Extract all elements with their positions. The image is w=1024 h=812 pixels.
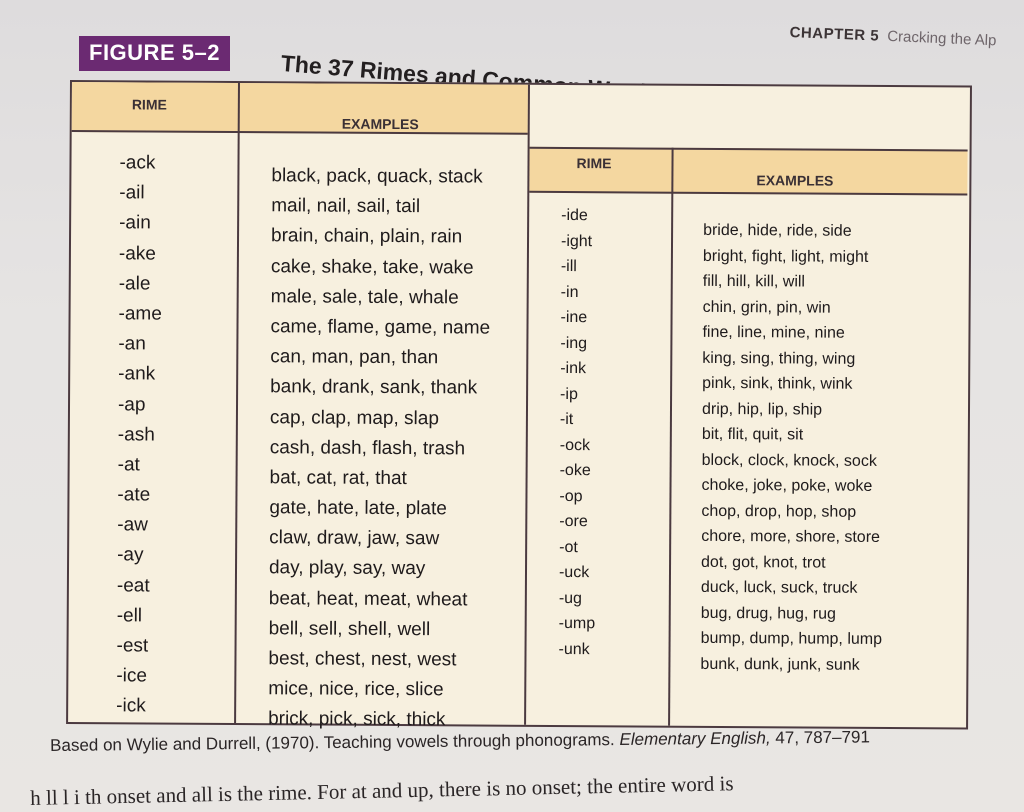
header-right-rime: RIME <box>576 155 612 172</box>
rime-cell: -unk <box>558 640 590 658</box>
examples-cell: cash, dash, flash, trash <box>269 436 466 460</box>
rime-cell: -ake <box>118 242 156 265</box>
rime-cell: -uck <box>558 563 590 582</box>
examples-cell: chop, drop, hop, shop <box>701 502 857 521</box>
examples-cell: cake, shake, take, wake <box>270 255 474 279</box>
left-examples-column <box>268 161 491 736</box>
rime-cell: -ight <box>560 232 593 250</box>
rime-cell: -ore <box>559 512 588 531</box>
examples-cell: king, sing, thing, wing <box>702 349 856 368</box>
examples-cell: chore, more, shore, store <box>701 527 881 546</box>
rime-cell: -ank <box>118 363 156 385</box>
examples-cell: drip, hip, lip, ship <box>701 400 823 419</box>
rime-cell: -est <box>116 635 149 657</box>
rime-cell: -op <box>559 487 583 505</box>
header-left-examples: EXAMPLES <box>341 115 419 133</box>
examples-cell: came, flame, game, name <box>270 316 491 339</box>
rime-cell: -ale <box>118 273 151 295</box>
chapter-title: Cracking the Alp <box>886 27 997 50</box>
caption-citation: 47, 787–791 <box>775 727 870 748</box>
examples-cell: brain, chain, plain, rain <box>270 225 463 248</box>
figure-caption <box>50 727 870 756</box>
rime-cell: -at <box>117 454 140 476</box>
rime-cell: -ice <box>116 665 148 687</box>
rime-cell: -ell <box>116 605 143 627</box>
examples-cell: bright, fight, light, might <box>702 247 869 266</box>
figure-label: FIGURE 5–2 <box>79 36 230 71</box>
examples-cell: mice, nice, rice, slice <box>268 678 444 701</box>
examples-cell: claw, draw, jaw, saw <box>269 527 440 550</box>
examples-cell: bat, cat, rat, that <box>269 467 407 489</box>
rime-cell: -eat <box>116 574 150 597</box>
examples-cell: black, pack, quack, stack <box>271 165 483 188</box>
right-examples-column <box>700 218 884 678</box>
rime-cell: -ick <box>116 695 146 717</box>
examples-cell: choke, joke, poke, woke <box>701 476 873 495</box>
chapter-number: CHAPTER 5 <box>789 24 880 45</box>
rime-cell: -ock <box>559 436 591 454</box>
rime-cell: -ap <box>117 393 146 415</box>
rime-cell: -ame <box>118 303 162 325</box>
rime-cell: -ill <box>560 258 577 276</box>
header-left-rime: RIME <box>131 96 167 113</box>
rime-cell: -ate <box>117 484 151 506</box>
rime-cell: -ine <box>560 309 588 327</box>
divider-right-rime <box>668 148 674 726</box>
rimes-table <box>66 80 972 729</box>
examples-cell: pink, sink, think, wink <box>702 374 853 393</box>
caption-source: Based on Wylie and Durrell, (1970). Teaching vowels through phonograms. <box>50 730 615 755</box>
body-text-partial: h ll l i th onset and all is the rime. For at and up, there is no onset; the entire word is <box>30 771 734 810</box>
left-rime-column <box>116 148 163 722</box>
rime-cell: -ash <box>117 423 155 446</box>
right-rime-column <box>558 203 597 662</box>
examples-cell: cap, clap, map, slap <box>269 406 439 429</box>
rime-cell: -ide <box>561 207 588 225</box>
examples-cell: fine, line, mine, nine <box>702 323 845 342</box>
examples-cell: bump, dump, hump, lump <box>700 629 883 648</box>
rime-cell: -ack <box>119 152 156 174</box>
examples-cell: best, chest, nest, west <box>268 648 457 671</box>
caption-journal: Elementary English, <box>619 728 771 750</box>
rime-cell: -ink <box>560 360 587 378</box>
rime-cell: -ug <box>558 589 583 607</box>
examples-cell: bit, flit, quit, sit <box>701 425 804 444</box>
examples-cell: bride, hide, ride, side <box>703 221 852 240</box>
rime-cell: -ail <box>119 182 145 204</box>
examples-cell: chin, grin, pin, win <box>702 298 831 317</box>
examples-cell: brick, pick, sick, thick <box>268 708 446 731</box>
running-head <box>789 24 1024 51</box>
examples-cell: can, man, pan, than <box>270 346 439 369</box>
examples-cell: dot, got, knot, trot <box>701 553 826 572</box>
examples-cell: bank, drank, sank, thank <box>270 376 478 399</box>
rime-cell: -ot <box>559 538 578 556</box>
rime-cell: -it <box>559 410 574 429</box>
rime-cell: -ump <box>558 614 596 633</box>
rime-cell: -in <box>560 283 579 301</box>
rime-cell: -oke <box>559 461 591 480</box>
divider-left-rime <box>234 83 240 723</box>
examples-cell: bell, sell, shell, well <box>268 618 431 641</box>
examples-cell: duck, luck, suck, truck <box>700 578 858 597</box>
rime-cell: -ing <box>560 334 588 352</box>
divider-center <box>524 85 530 725</box>
rime-cell: -ain <box>119 212 151 234</box>
rime-cell: -aw <box>117 514 148 536</box>
examples-cell: bunk, dunk, junk, sunk <box>700 655 860 674</box>
rime-cell: -ip <box>560 385 578 403</box>
header-right-examples: EXAMPLES <box>756 172 834 189</box>
examples-cell: gate, hate, late, plate <box>269 497 447 520</box>
rime-cell: -ay <box>117 544 144 566</box>
examples-cell: beat, heat, meat, wheat <box>268 587 468 611</box>
examples-cell: mail, nail, sail, tail <box>271 195 421 218</box>
examples-cell: block, clock, knock, sock <box>701 451 877 470</box>
examples-cell: male, sale, tale, whale <box>270 285 459 309</box>
rime-cell: -an <box>118 333 146 355</box>
examples-cell: bug, drug, hug, rug <box>700 604 837 623</box>
examples-cell: fill, hill, kill, will <box>702 272 806 291</box>
examples-cell: day, play, say, way <box>268 557 426 580</box>
